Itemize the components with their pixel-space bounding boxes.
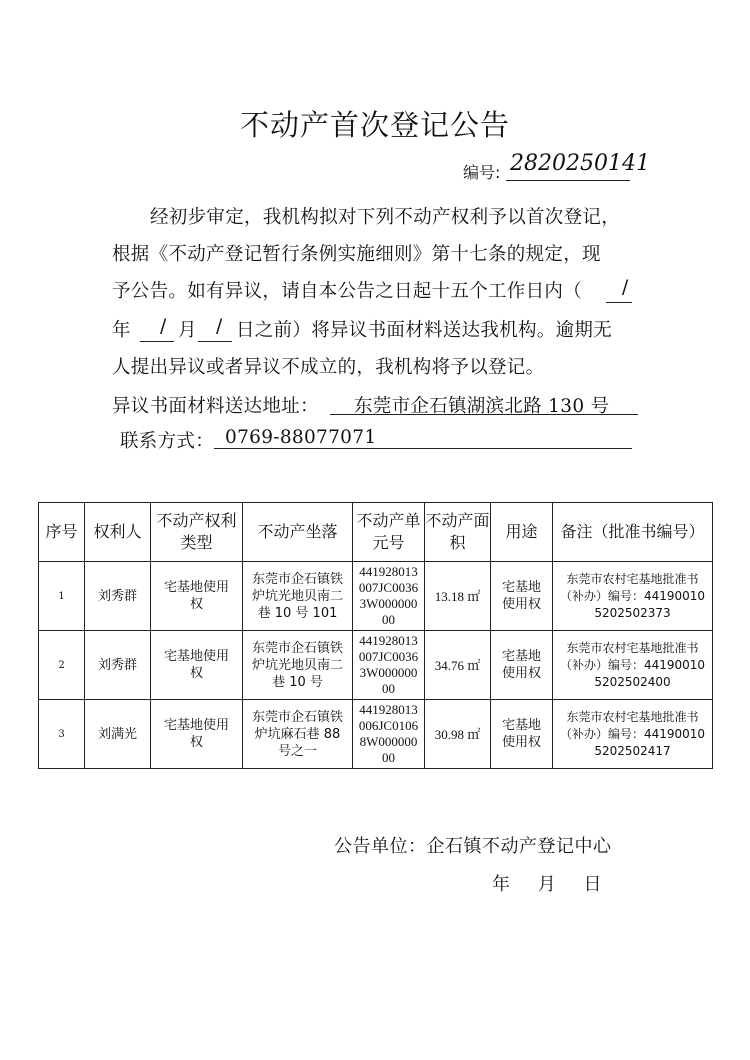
cell-location: 东莞市企石镇铁炉坑麻石巷 88 号之一 [243,700,353,769]
cell-note: 东莞市农村宅基地批准书（补办）编号：441900105202502400 [553,631,713,700]
address-value: 东莞市企石镇湖滨北路 130 号 [354,396,610,417]
cell-right-type: 宅基地使用权 [151,700,243,769]
cell-note: 东莞市农村宅基地批准书（补办）编号：441900105202502373 [553,562,713,631]
cell-use: 宅基地使用权 [491,700,553,769]
issuer-line: 公告单位：企石镇不动产登记中心 [334,836,612,857]
contact-value: 0769-88077071 [225,427,377,448]
body-line-4-slash-1: / [160,316,167,337]
blank-month-underline [140,341,174,342]
body-line-3-slash: / [622,277,629,298]
cell-area: 13.18 ㎡ [425,562,491,631]
cell-holder: 刘满光 [85,700,151,769]
cell-holder: 刘秀群 [85,631,151,700]
serial-label: 编号: [463,163,501,182]
header-right-type: 不动产权利类型 [151,503,243,562]
body-line-4-slash-2: / [216,316,223,337]
cell-note: 东莞市农村宅基地批准书（补办）编号：441900105202502417 [553,700,713,769]
table-row [39,562,713,631]
header-note: 备注（批准书编号） [553,503,713,562]
header-location: 不动产坐落 [243,503,353,562]
issue-date: 年 月 日 [492,874,602,895]
address-label: 异议书面材料送达地址： [112,396,319,417]
body-line-4-rest: 日之前）将异议书面材料送达我机构。逾期无 [236,320,613,341]
cell-unit-no: 441928013007JC00363W00000000 [353,562,425,631]
cell-location: 东莞市企石镇铁炉坑光地贝南二巷 10 号 101 [243,562,353,631]
cell-area: 34.76 ㎡ [425,631,491,700]
cell-right-type: 宅基地使用权 [151,631,243,700]
blank-year-underline [606,302,632,303]
cell-use: 宅基地使用权 [491,631,553,700]
serial-number: 2820250141 [510,151,650,176]
cell-no: 3 [39,700,85,769]
header-unit-no: 不动产单元号 [353,503,425,562]
body-line-5: 人提出异议或者异议不成立的，我机构将予以登记。 [112,357,545,378]
body-line-4-year: 年 [112,320,131,341]
cell-no: 2 [39,631,85,700]
contact-underline [214,448,632,449]
contact-label: 联系方式： [120,431,215,452]
cell-right-type: 宅基地使用权 [151,562,243,631]
body-line-2: 根据《不动产登记暂行条例实施细则》第十七条的规定，现 [112,244,601,265]
body-line-3: 予公告。如有异议，请自本公告之日起十五个工作日内（ [112,281,583,302]
page-title: 不动产首次登记公告 [239,108,510,142]
registration-table [38,502,713,769]
table-row [39,700,713,769]
serial-underline [506,180,630,181]
table-row [39,631,713,700]
header-use: 用途 [491,503,553,562]
cell-no: 1 [39,562,85,631]
address-underline [330,414,638,415]
table-header-row [39,503,713,562]
header-area: 不动产面积 [425,503,491,562]
cell-unit-no: 441928013007JC00363W00000000 [353,631,425,700]
cell-use: 宅基地使用权 [491,562,553,631]
body-line-1: 经初步审定，我机构拟对下列不动产权利予以首次登记， [150,207,621,228]
cell-area: 30.98 ㎡ [425,700,491,769]
header-no: 序号 [39,503,85,562]
blank-day-underline [198,341,232,342]
body-line-4-month: 月 [178,320,197,341]
cell-location: 东莞市企石镇铁炉坑光地贝南二巷 10 号 [243,631,353,700]
cell-holder: 刘秀群 [85,562,151,631]
header-holder: 权利人 [85,503,151,562]
cell-unit-no: 441928013006JC01068W00000000 [353,700,425,769]
